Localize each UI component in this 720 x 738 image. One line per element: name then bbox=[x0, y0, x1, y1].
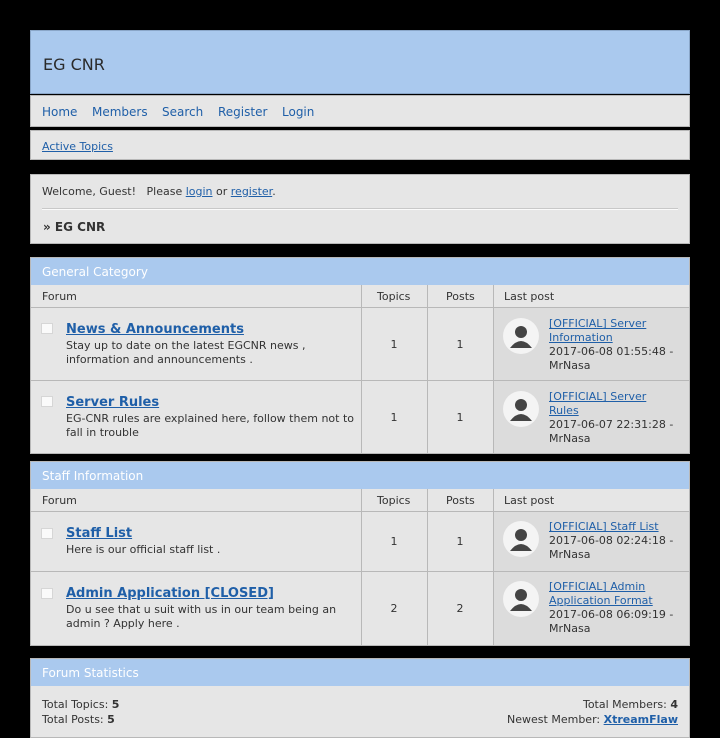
column-divider bbox=[493, 489, 494, 645]
last-post-meta: 2017-06-07 22:31:28 - MrNasa bbox=[549, 418, 674, 445]
total-members-value: 4 bbox=[670, 698, 678, 711]
column-header-row bbox=[31, 489, 689, 512]
last-post-meta: 2017-06-08 01:55:48 - MrNasa bbox=[549, 345, 674, 372]
col-last-post: Last post bbox=[504, 290, 555, 303]
main-nav bbox=[30, 95, 690, 127]
avatar[interactable] bbox=[503, 318, 539, 354]
forum-link[interactable]: News & Announcements bbox=[66, 322, 244, 337]
forum-row bbox=[31, 308, 689, 381]
col-posts: Posts bbox=[446, 290, 475, 303]
forum-link[interactable]: Staff List bbox=[66, 526, 133, 541]
welcome-line bbox=[42, 185, 276, 198]
nav-home[interactable]: Home bbox=[42, 105, 78, 119]
forum-read-icon bbox=[41, 528, 53, 539]
total-topics-label: Total Topics: bbox=[42, 698, 109, 711]
forum-row bbox=[31, 512, 689, 572]
forum-row bbox=[31, 572, 689, 646]
nav-register[interactable]: Register bbox=[218, 105, 268, 119]
last-post-link[interactable]: [OFFICIAL] Server Information bbox=[549, 317, 647, 344]
col-topics: Topics bbox=[377, 494, 411, 507]
category-header bbox=[31, 462, 689, 489]
posts-count: 1 bbox=[456, 535, 464, 548]
last-post-meta: 2017-06-08 02:24:18 - MrNasa bbox=[549, 534, 674, 561]
category-staff bbox=[30, 461, 690, 646]
last-post-link[interactable]: [OFFICIAL] Staff List bbox=[549, 520, 659, 533]
total-topics-value: 5 bbox=[111, 698, 120, 711]
column-header-row bbox=[31, 285, 689, 308]
welcome-box bbox=[30, 174, 690, 244]
posts-count: 2 bbox=[456, 602, 464, 615]
board-title: EG CNR bbox=[43, 55, 105, 74]
nav-members[interactable]: Members bbox=[92, 105, 148, 119]
column-divider bbox=[427, 489, 428, 645]
user-silhouette-icon bbox=[503, 581, 539, 617]
active-topics-link[interactable]: Active Topics bbox=[42, 140, 113, 153]
forum-link[interactable]: Server Rules bbox=[66, 395, 160, 410]
stats-header bbox=[31, 659, 689, 686]
total-topics bbox=[42, 698, 119, 711]
total-posts-label: Total Posts: bbox=[42, 713, 104, 726]
col-topics: Topics bbox=[377, 290, 411, 303]
user-silhouette-icon bbox=[503, 318, 539, 354]
nav-login[interactable]: Login bbox=[282, 105, 315, 119]
welcome-text: Welcome, Guest! Please bbox=[42, 185, 183, 198]
or-text: or bbox=[216, 185, 228, 198]
forum-description: EG-CNR rules are explained here, follow them not to fall in trouble bbox=[66, 412, 354, 439]
topics-count: 1 bbox=[390, 411, 398, 424]
divider bbox=[42, 208, 678, 210]
posts-count: 1 bbox=[456, 338, 464, 351]
breadcrumb: » EG CNR bbox=[43, 220, 106, 234]
avatar[interactable] bbox=[503, 521, 539, 557]
last-post-link[interactable]: [OFFICIAL] Admin Application Format bbox=[549, 580, 653, 607]
last-post-link[interactable]: [OFFICIAL] Server Rules bbox=[549, 390, 647, 417]
forum-description: Stay up to date on the latest EGCNR news , information and announcements . bbox=[66, 339, 306, 366]
total-members-label: Total Members: bbox=[582, 698, 667, 711]
forum-description: Do u see that u suit with us in our team being an admin ? Apply here . bbox=[66, 603, 337, 630]
sub-nav bbox=[30, 130, 690, 160]
topics-count: 2 bbox=[390, 602, 398, 615]
category-title[interactable]: Staff Information bbox=[42, 469, 144, 483]
nav-search[interactable]: Search bbox=[162, 105, 204, 119]
total-members bbox=[583, 698, 678, 711]
column-divider bbox=[493, 285, 494, 453]
category-title[interactable]: General Category bbox=[42, 265, 148, 279]
category-header bbox=[31, 258, 689, 285]
stats-title: Forum Statistics bbox=[42, 666, 139, 680]
category-general bbox=[30, 257, 690, 454]
posts-count: 1 bbox=[456, 411, 464, 424]
column-divider bbox=[427, 285, 428, 453]
avatar[interactable] bbox=[503, 581, 539, 617]
login-link[interactable]: login bbox=[185, 185, 213, 198]
newest-member-link[interactable]: XtreamFlaw bbox=[603, 713, 678, 726]
newest-member-label: Newest Member: bbox=[507, 713, 601, 726]
register-link[interactable]: register bbox=[230, 185, 273, 198]
user-silhouette-icon bbox=[503, 521, 539, 557]
forum-read-icon bbox=[41, 396, 53, 407]
col-forum: Forum bbox=[42, 494, 77, 507]
col-forum: Forum bbox=[42, 290, 77, 303]
avatar[interactable] bbox=[503, 391, 539, 427]
forum-description: Here is our official staff list . bbox=[66, 543, 221, 556]
board-header bbox=[30, 30, 690, 94]
forum-read-icon bbox=[41, 588, 53, 599]
forum-read-icon bbox=[41, 323, 53, 334]
col-posts: Posts bbox=[446, 494, 475, 507]
period-text: . bbox=[272, 185, 276, 198]
column-divider bbox=[361, 489, 362, 645]
total-posts-value: 5 bbox=[107, 713, 115, 726]
last-post-meta: 2017-06-08 06:09:19 - MrNasa bbox=[549, 608, 674, 635]
col-last-post: Last post bbox=[504, 494, 555, 507]
forum-statistics bbox=[30, 658, 690, 738]
forum-link[interactable]: Admin Application [CLOSED] bbox=[66, 586, 274, 601]
column-divider bbox=[361, 285, 362, 453]
topics-count: 1 bbox=[390, 338, 398, 351]
forum-row bbox=[31, 381, 689, 454]
user-silhouette-icon bbox=[503, 391, 539, 427]
topics-count: 1 bbox=[390, 535, 398, 548]
